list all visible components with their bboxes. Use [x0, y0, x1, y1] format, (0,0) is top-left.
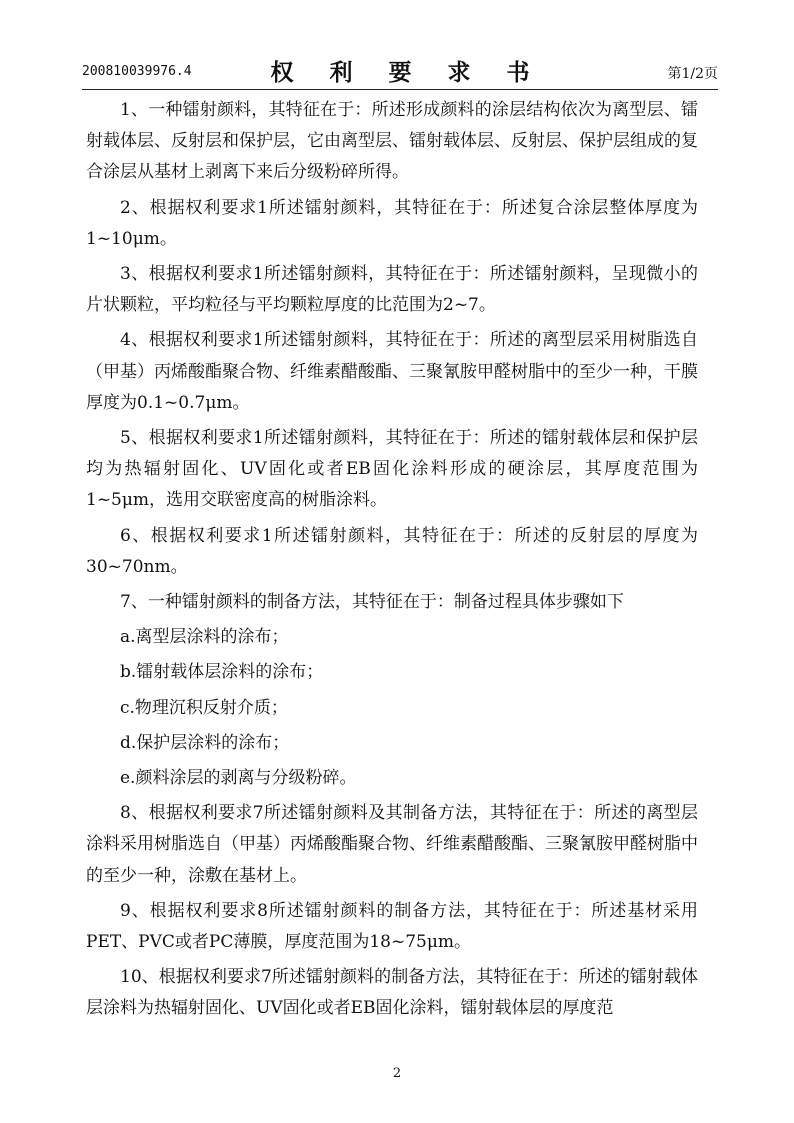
step-b: b.镭射载体层涂料的涂布； [120, 662, 324, 683]
header-divider [82, 89, 718, 90]
step-e: e.颜料涂层的剥离与分级粉碎。 [120, 768, 357, 789]
claim-10: 10、根据权利要求7所述镭射颜料的制备方法，其特征在于：所述的镭射载体层涂料为热辐射固化、UV固化或者EB固化涂料，镭射载体层的厚度范 [86, 967, 698, 1019]
claim-2: 2、根据权利要求1所述镭射颜料，其特征在于：所述复合涂层整体厚度为1~10μm。 [86, 197, 698, 249]
claim-8: 8、根据权利要求7所述镭射颜料及其制备方法，其特征在于：所述的离型层涂料采用树脂选自（甲基）丙烯酸酯聚合物、纤维素醋酸酯、三聚氰胺甲醛树脂中的至少一种，涂敷在基材上。 [86, 803, 698, 886]
step-c: c.物理沉积反射介质； [120, 697, 288, 718]
claim-1: 1、一种镭射颜料，其特征在于：所述形成颜料的涂层结构依次为离型层、镭射载体层、反射层和保护层，它由离型层、镭射载体层、反射层、保护层组成的复合涂层从基材上剥离下来后分级粉碎所得。 [86, 100, 698, 183]
step-d: d.保护层涂料的涂布； [120, 732, 290, 753]
document-title: 权 利 要 求 书 [270, 59, 544, 86]
claim-5: 5、根据权利要求1所述镭射颜料，其特征在于：所述的镭射载体层和保护层均为热辐射固化、UV固化或者EB固化涂料形成的硬涂层，其厚度范围为1~5μm，选用交联密度高的树脂涂料。 [86, 428, 698, 511]
application-number: 200810039976.4 [82, 64, 192, 79]
claim-3: 3、根据权利要求1所述镭射颜料，其特征在于：所述镭射颜料，呈现微小的片状颗粒，平均粒径与平均颗粒厚度的比范围为2~7。 [86, 264, 698, 316]
page-indicator: 第1/2页 [667, 66, 718, 82]
claim-9: 9、根据权利要求8所述镭射颜料的制备方法，其特征在于：所述基材采用PET、PVC或者PC薄膜，厚度范围为18~75μm。 [86, 900, 698, 953]
page-header [82, 54, 718, 88]
claim-7: 7、一种镭射颜料的制备方法，其特征在于：制备过程具体步骤如下 [120, 592, 624, 613]
claim-6: 6、根据权利要求1所述镭射颜料，其特征在于：所述的反射层的厚度为30~70nm。 [86, 525, 698, 577]
step-a: a.离型层涂料的涂布； [120, 627, 289, 648]
claim-4: 4、根据权利要求1所述镭射颜料，其特征在于：所述的离型层采用树脂选自（甲基）丙烯酸酯聚合物、纤维素醋酸酯、三聚氰胺甲醛树脂中的至少一种，干膜厚度为0.1~0.7μm。 [86, 330, 698, 413]
claims-body [86, 95, 698, 1029]
page-number: 2 [392, 1066, 402, 1081]
